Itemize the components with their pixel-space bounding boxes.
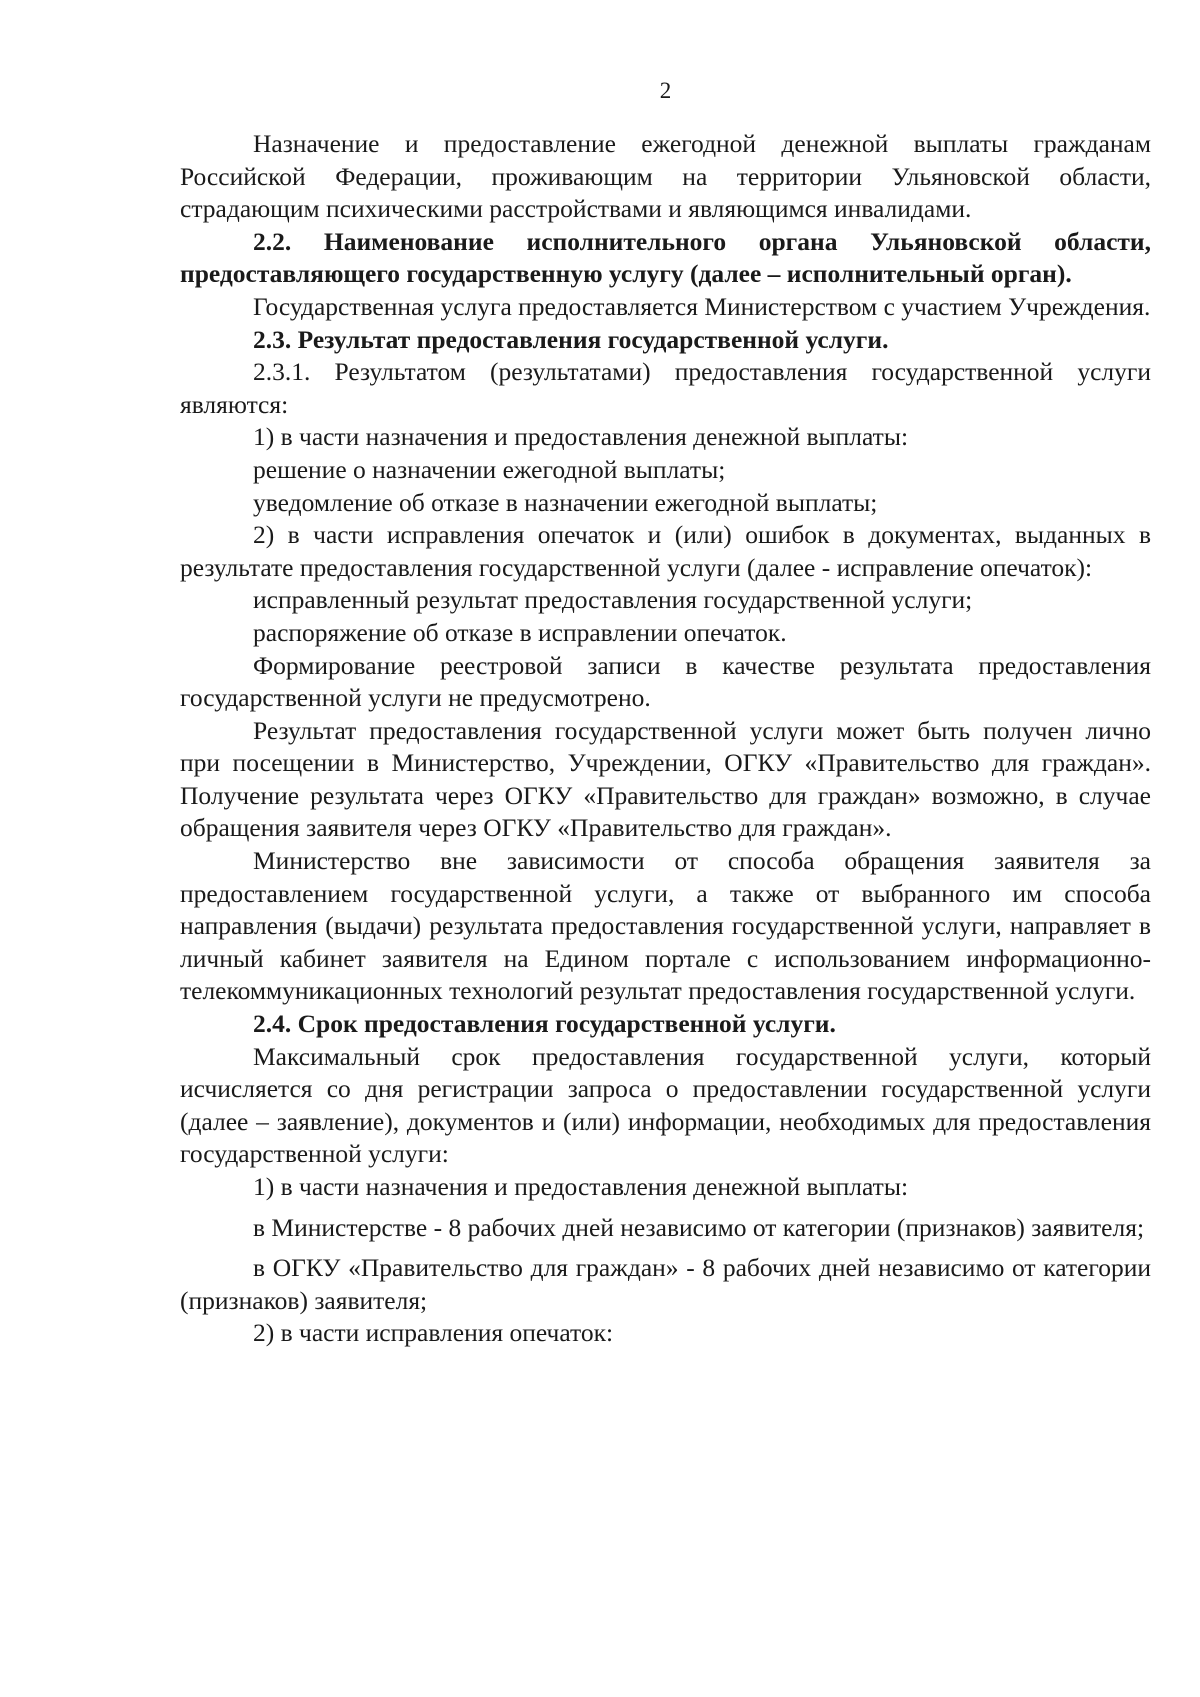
- list-item-decision: решение о назначении ежегодной выплаты;: [253, 454, 726, 484]
- list-item-result-1: 1) в части назначения и предоставления денежной выплаты:: [253, 422, 909, 452]
- paragraph-2-3-1: 2.3.1. Результатом (результатами) предоставления государственной услуги являются:: [180, 357, 1151, 419]
- paragraph-max-term: Максимальный срок предоставления государственной услуги, который исчисляется со дня регистрации запроса о предоставлении государственной услуги (далее – заявление), документов и (или) информации, необходимых для предоставления государственной услуги:: [180, 1041, 1151, 1169]
- list-item-term-2: 2) в части исправления опечаток:: [253, 1318, 614, 1348]
- list-item-refusal-notice: уведомление об отказе в назначении ежегодной выплаты;: [253, 487, 878, 517]
- heading-2-4: 2.4. Срок предоставления государственной услуги.: [253, 1009, 836, 1039]
- list-item-correction-refusal: распоряжение об отказе в исправлении опечаток.: [253, 617, 787, 647]
- page-number: 2: [659, 78, 672, 103]
- paragraph-registry-record: Формирование реестровой записи в качестве результата предоставления государственной услуги не предусмотрено.: [180, 650, 1151, 713]
- paragraph-result-receipt: Результат предоставления государственной услуги может быть получен лично при посещении в Министерство, Учреждении, ОГКУ «Правительство для граждан». Получение результата через ОГКУ «Правительство для граждан» возможно, в случае обращения заявителя через ОГКУ «Правительство для граждан».: [180, 715, 1151, 843]
- paragraph-service-name: Назначение и предоставление ежегодной денежной выплаты гражданам Российской Федерации, проживающим на территории Ульяновской области, страдающим психическими расстройствами и являющимся инвалидами.: [180, 129, 1151, 224]
- heading-2-3: 2.3. Результат предоставления государственной услуги.: [253, 324, 889, 354]
- paragraph-provider: Государственная услуга предоставляется Министерством с участием Учреждения.: [253, 291, 1151, 321]
- list-item-corrected-result: исправленный результат предоставления государственной услуги;: [253, 585, 973, 615]
- list-item-term-1: 1) в части назначения и предоставления денежной выплаты:: [253, 1172, 909, 1201]
- list-item-term-ministry: в Министерстве - 8 рабочих дней независимо от категории (признаков) заявителя;: [253, 1212, 1145, 1242]
- heading-2-2: 2.2. Наименование исполнительного органа Ульяновской области, предоставляющего государственную услугу (далее – исполнительный орган).: [180, 226, 1151, 289]
- list-item-term-ogku: в ОГКУ «Правительство для граждан» - 8 рабочих дней независимо от категории (признаков) заявителя;: [180, 1253, 1151, 1315]
- document-body: [180, 128, 1151, 1350]
- list-item-result-2: 2) в части исправления опечаток и (или) ошибок в документах, выданных в результате предоставления государственной услуги (далее - исправление опечаток):: [180, 520, 1151, 582]
- paragraph-personal-cabinet: Министерство вне зависимости от способа обращения заявителя за предоставлением государственной услуги, а также от выбранного им способа направления (выдачи) результата предоставления государственной услуги, направляет в личный кабинет заявителя на Едином портале с использованием информационно-телекоммуникационных технологий результат предоставления государственной услуги.: [180, 846, 1151, 1006]
